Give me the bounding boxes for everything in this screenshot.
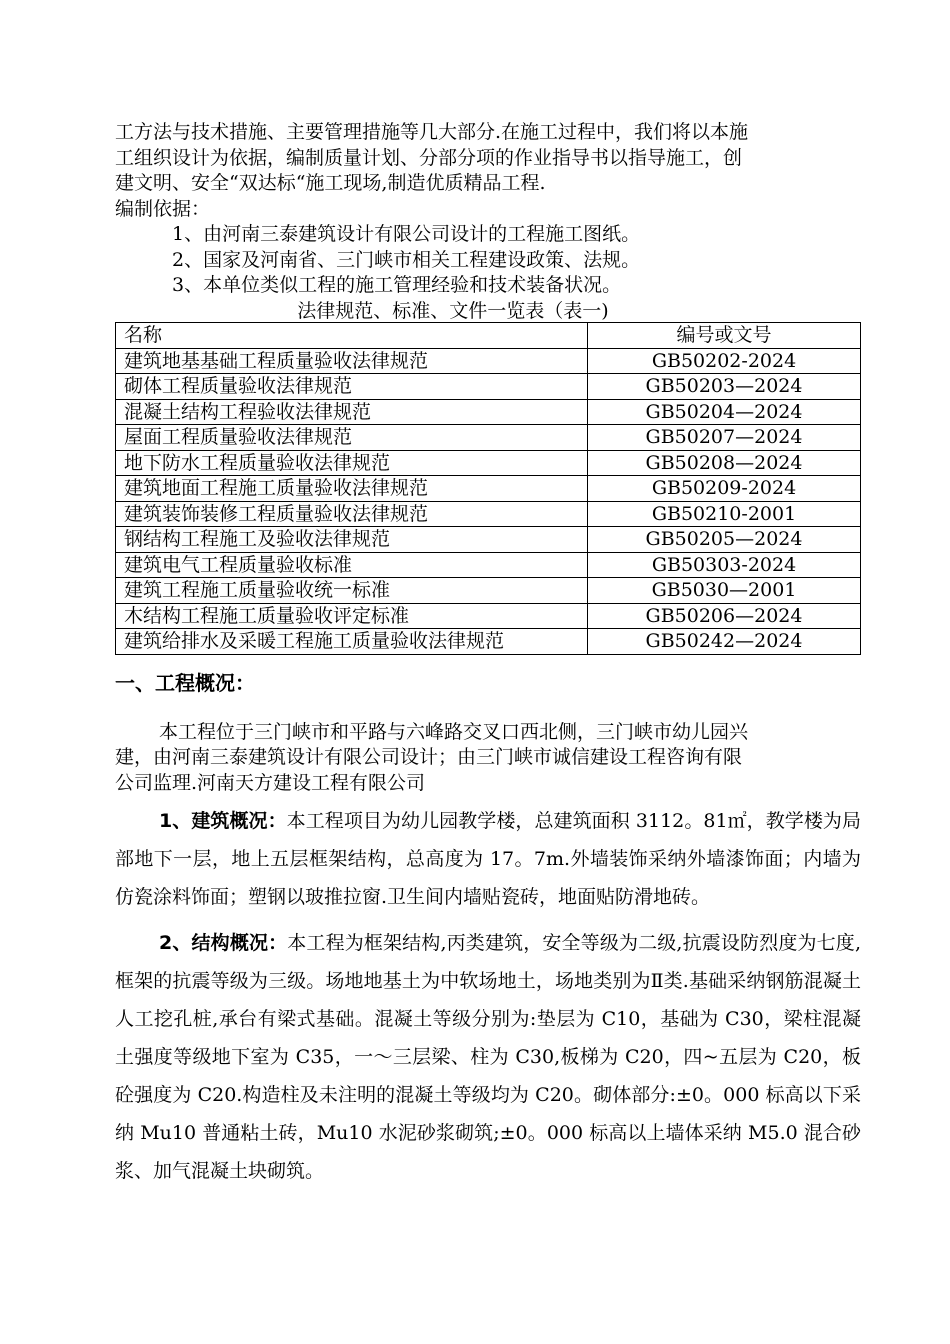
header-code: 编号或文号	[588, 323, 861, 349]
standard-name: 屋面工程质量验收法律规范	[116, 425, 588, 451]
intro-line-1: 工方法与技术措施、主要管理措施等几大部分.在施工过程中，我们将以本施	[115, 121, 749, 143]
section-heading: 一、工程概况：	[115, 670, 255, 695]
standard-code: GB50205—2024	[588, 527, 861, 553]
header-name: 名称	[116, 323, 588, 349]
overview-paragraph	[115, 720, 861, 797]
table-row	[116, 450, 861, 476]
document-page	[115, 120, 861, 1190]
table-title: 法律规范、标准、文件一览表（表一)	[297, 299, 609, 322]
overview-line-2: 建，由河南三泰建筑设计有限公司设计；由三门峡市诚信建设工程咨询有限	[115, 746, 743, 768]
standard-name: 建筑地基基础工程质量验收法律规范	[116, 348, 588, 374]
table-row	[116, 501, 861, 527]
standard-name: 建筑地面工程施工质量验收法律规范	[116, 476, 588, 502]
standard-code: GB50303-2024	[588, 552, 861, 578]
overview-line-3: 公司监理.河南天方建设工程有限公司	[115, 771, 426, 794]
table-row	[116, 425, 861, 451]
standard-name: 地下防水工程质量验收法律规范	[116, 450, 588, 476]
table-row	[116, 527, 861, 553]
standard-name: 建筑工程施工质量验收统一标准	[116, 578, 588, 604]
standard-name: 木结构工程施工质量验收评定标准	[116, 603, 588, 629]
structure-overview-paragraph	[115, 924, 861, 1190]
table-row	[116, 603, 861, 629]
basis-item-2: 2、国家及河南省、三门峡市相关工程建设政策、法规。	[172, 248, 641, 271]
standard-name: 混凝土结构工程验收法律规范	[116, 399, 588, 425]
standard-code: GB50206—2024	[588, 603, 861, 629]
structure-overview-label: 2、结构概况：	[159, 932, 288, 954]
standards-table	[115, 322, 861, 655]
table-row	[116, 374, 861, 400]
standard-code: GB50207—2024	[588, 425, 861, 451]
standard-code: GB50202-2024	[588, 348, 861, 374]
basis-item-1: 1、由河南三泰建筑设计有限公司设计的工程施工图纸。	[172, 223, 641, 245]
table-header-row	[116, 323, 861, 349]
structure-overview-text: 本工程为框架结构,丙类建筑，安全等级为二级,抗震设防烈度为七度,框架的抗震等级为三级。场地地基土为中软场地土，场地类别为Ⅱ类.基础采纳钢筋混凝土人工挖孔桩,承台有梁式基础。混凝土等级分别为:垫层为 C10，基础为 C30，梁柱混凝土强度等级地下室为 C35，一～三层梁、柱为 C30,板梯为 C20，四~五层为 C20，板砼强度为 C20.构造柱及未注明的混凝土等级均为 C20。砌体部分:±0。000 标高以下采纳 Mu10 普通粘土砖，Mu10 水泥砂浆砌筑;±0。000 标高以上墙体采纳 M5.0 混合砂浆、加气混凝土块砌筑。	[115, 932, 861, 1182]
table-row	[116, 476, 861, 502]
standard-name: 建筑给排水及采暖工程施工质量验收法律规范	[116, 629, 588, 655]
overview-line-1: 本工程位于三门峡市和平路与六峰路交叉口西北侧，三门峡市幼儿园兴	[159, 720, 749, 743]
standard-code: GB50242—2024	[588, 629, 861, 655]
standard-name: 砌体工程质量验收法律规范	[116, 374, 588, 400]
building-overview-label: 1、建筑概况：	[159, 810, 287, 832]
table-row	[116, 399, 861, 425]
basis-item-3: 3、本单位类似工程的施工管理经验和技术装备状况。	[172, 274, 622, 296]
intro-line-3: 建文明、安全“双达标“施工现场,制造优质精品工程.	[115, 172, 546, 194]
intro-line-2: 工组织设计为依据，编制质量计划、分部分项的作业指导书以指导施工，创	[115, 146, 743, 169]
standard-code: GB50210-2001	[588, 501, 861, 527]
table-row	[116, 348, 861, 374]
standard-code: GB50203—2024	[588, 374, 861, 400]
standard-name: 钢结构工程施工及验收法律规范	[116, 527, 588, 553]
building-overview-paragraph	[115, 802, 861, 916]
standard-code: GB50209-2024	[588, 476, 861, 502]
basis-heading: 编制依据：	[115, 197, 211, 220]
standard-name: 建筑装饰装修工程质量验收法律规范	[116, 501, 588, 527]
standard-code: GB50204—2024	[588, 399, 861, 425]
building-overview-text: 本工程项目为幼儿园教学楼，总建筑面积 3112。81㎡，教学楼为局部地下一层，地上五层框架结构，总高度为 17。7m.外墙装饰采纳外墙漆饰面；内墙为仿瓷涂料饰面；塑钢以玻推拉窗.卫生间内墙贴瓷砖，地面贴防滑地砖。	[115, 810, 861, 908]
table-row	[116, 629, 861, 655]
standard-code: GB5030—2001	[588, 578, 861, 604]
standard-name: 建筑电气工程质量验收标准	[116, 552, 588, 578]
table-row	[116, 552, 861, 578]
standard-code: GB50208—2024	[588, 450, 861, 476]
table-row	[116, 578, 861, 604]
